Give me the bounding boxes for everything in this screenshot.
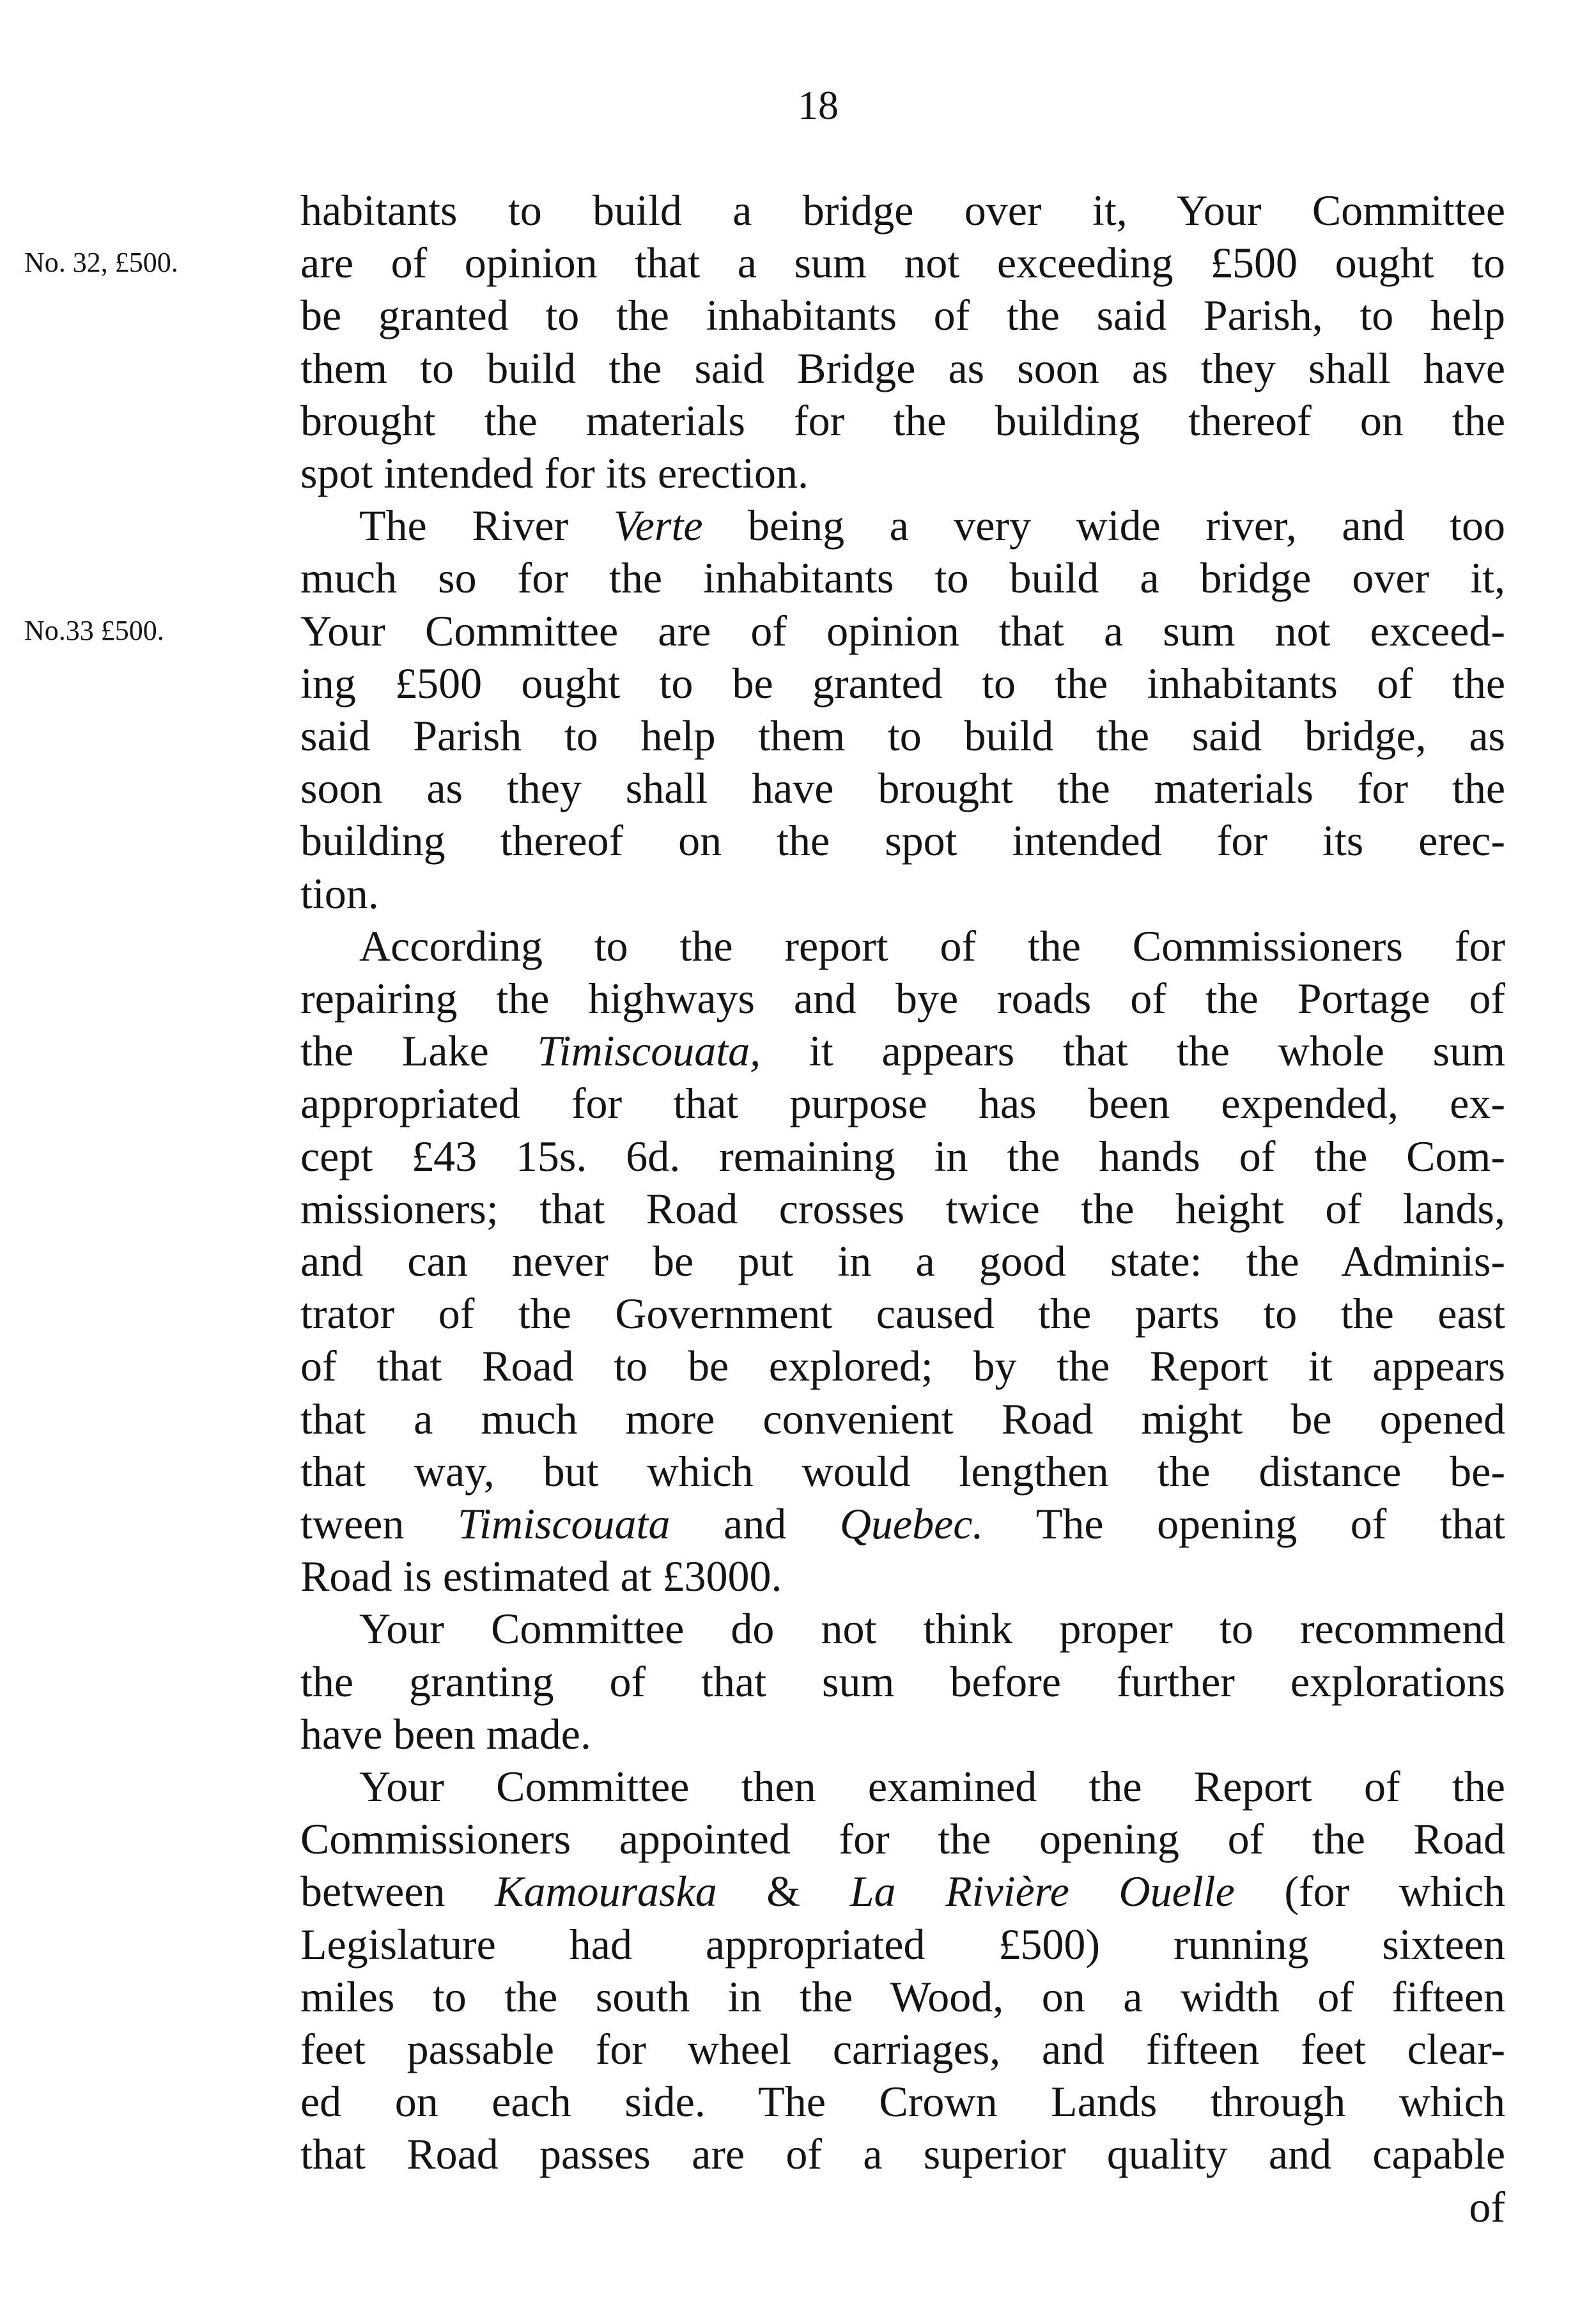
text-line [300,394,1505,447]
text-line [300,972,1505,1025]
italic-segment: La Rivière Ouelle [849,1867,1235,1916]
text-segment: said Parish to help them to build the said bridge, as [300,711,1505,760]
text-line [300,709,1505,762]
text-segment: repairing the highways and bye roads of the Portage of [300,974,1505,1023]
text-line [300,1970,1505,2023]
text-line [300,1708,1505,1760]
text-segment: building thereof on the spot intended for its erec- [300,816,1505,865]
text-line [300,1813,1505,1865]
text-line [300,1550,1505,1602]
text-line [300,552,1505,604]
text-segment: (for which [1234,1867,1505,1916]
text-segment: & [717,1867,850,1916]
italic-segment: Verte [613,501,703,550]
text-line [300,236,1505,289]
text-segment: feet passable for wheel carriages, and fifteen feet clear- [300,2025,1505,2073]
text-segment: of that Road to be explored; by the Report it appears [300,1342,1505,1390]
page-number: 18 [798,82,839,128]
text-line [300,1445,1505,1498]
text-line [359,1602,1505,1655]
text-segment: missioners; that Road crosses twice the height of lands, [300,1184,1505,1233]
text-segment: brought the materials for the building thereof on the [300,396,1505,445]
text-segment: tion. [300,869,379,918]
text-segment: being a very wide river, and too [702,501,1505,550]
italic-segment: Timiscouata [457,1499,670,1548]
italic-segment: Quebec. [839,1499,984,1548]
text-line [300,867,1505,920]
text-segment: ed on each side. The Crown Lands through which [300,2077,1505,2126]
text-line [300,2128,1505,2180]
margin-note: No.33 £500. [24,615,164,646]
text-line [300,1340,1505,1392]
text-segment: much so for the inhabitants to build a bridge over it, [300,553,1505,602]
text-line [359,920,1505,972]
text-line [300,1865,1505,1917]
text-line [300,1235,1505,1287]
text-segment: Legislature had appropriated £500) running sixteen [300,1920,1505,1969]
text-segment: Your Committee do not think proper to recommend [359,1604,1505,1653]
text-segment: habitants to build a bridge over it, Your Committee [300,186,1505,235]
text-line [300,814,1505,867]
text-segment: that a much more convenient Road might be opened [300,1395,1505,1443]
text-line [300,1182,1505,1235]
text-line [300,1918,1505,1970]
text-segment: that way, but which would lengthen the distance be- [300,1447,1505,1496]
text-segment: between [300,1867,495,1916]
text-line [300,342,1505,394]
text-segment: the granting of that sum before further explorations [300,1657,1505,1706]
text-line [300,1130,1505,1182]
italic-segment: Kamouraska [495,1867,717,1916]
text-line [300,1025,1505,1077]
text-segment: Your Committee then examined the Report of the [359,1762,1505,1811]
text-segment: According to the report of the Commissioners for [359,922,1505,970]
text-line [300,2181,1505,2233]
text-segment: the Lake [300,1026,538,1075]
text-segment: and can never be put in a good state: the Adminis- [300,1237,1505,1285]
text-segment: appropriated for that purpose has been expended, ex- [300,1079,1505,1127]
text-segment: Road is estimated at £3000. [300,1552,782,1600]
text-line [300,1077,1505,1129]
text-line [300,762,1505,814]
text-line [300,605,1505,657]
text-segment: ing £500 ought to be granted to the inhabitants of the [300,659,1505,708]
text-line [300,447,1505,499]
text-segment: have been made. [300,1710,591,1758]
text-segment: The River [359,501,614,550]
text-segment: of [1469,2183,1505,2231]
text-line [359,1760,1505,1813]
text-segment: cept £43 15s. 6d. remaining in the hands of the Com- [300,1132,1505,1180]
text-line [300,1393,1505,1445]
text-line [300,657,1505,709]
text-segment: them to build the said Bridge as soon as they shall have [300,344,1505,392]
margin-note: No. 32, £500. [24,247,178,278]
text-segment: trator of the Government caused the parts to the east [300,1289,1505,1338]
text-segment: are of opinion that a sum not exceeding £500 ought to [300,238,1505,287]
text-segment: it appears that the whole sum [761,1026,1505,1075]
italic-segment: Timiscouata, [537,1026,761,1075]
text-line [300,2075,1505,2128]
text-segment: that Road passes are of a superior quality and capable [300,2130,1505,2178]
text-line [359,499,1505,552]
text-segment: spot intended for its erection. [300,449,809,497]
text-segment: miles to the south in the Wood, on a width of fifteen [300,1972,1505,2021]
text-segment: soon as they shall have brought the materials for the [300,764,1505,812]
text-segment: tween [300,1499,458,1548]
text-segment: and [670,1499,840,1548]
text-line [300,289,1505,341]
text-segment: Your Committee are of opinion that a sum not exceed- [300,607,1505,655]
text-line [300,2023,1505,2075]
text-segment: The opening of that [983,1499,1505,1548]
text-segment: be granted to the inhabitants of the said Parish, to help [300,291,1505,339]
text-line [300,1287,1505,1340]
text-line [300,184,1505,236]
text-segment: Commissioners appointed for the opening of the Road [300,1815,1505,1863]
text-line [300,1498,1505,1550]
text-line [300,1655,1505,1708]
